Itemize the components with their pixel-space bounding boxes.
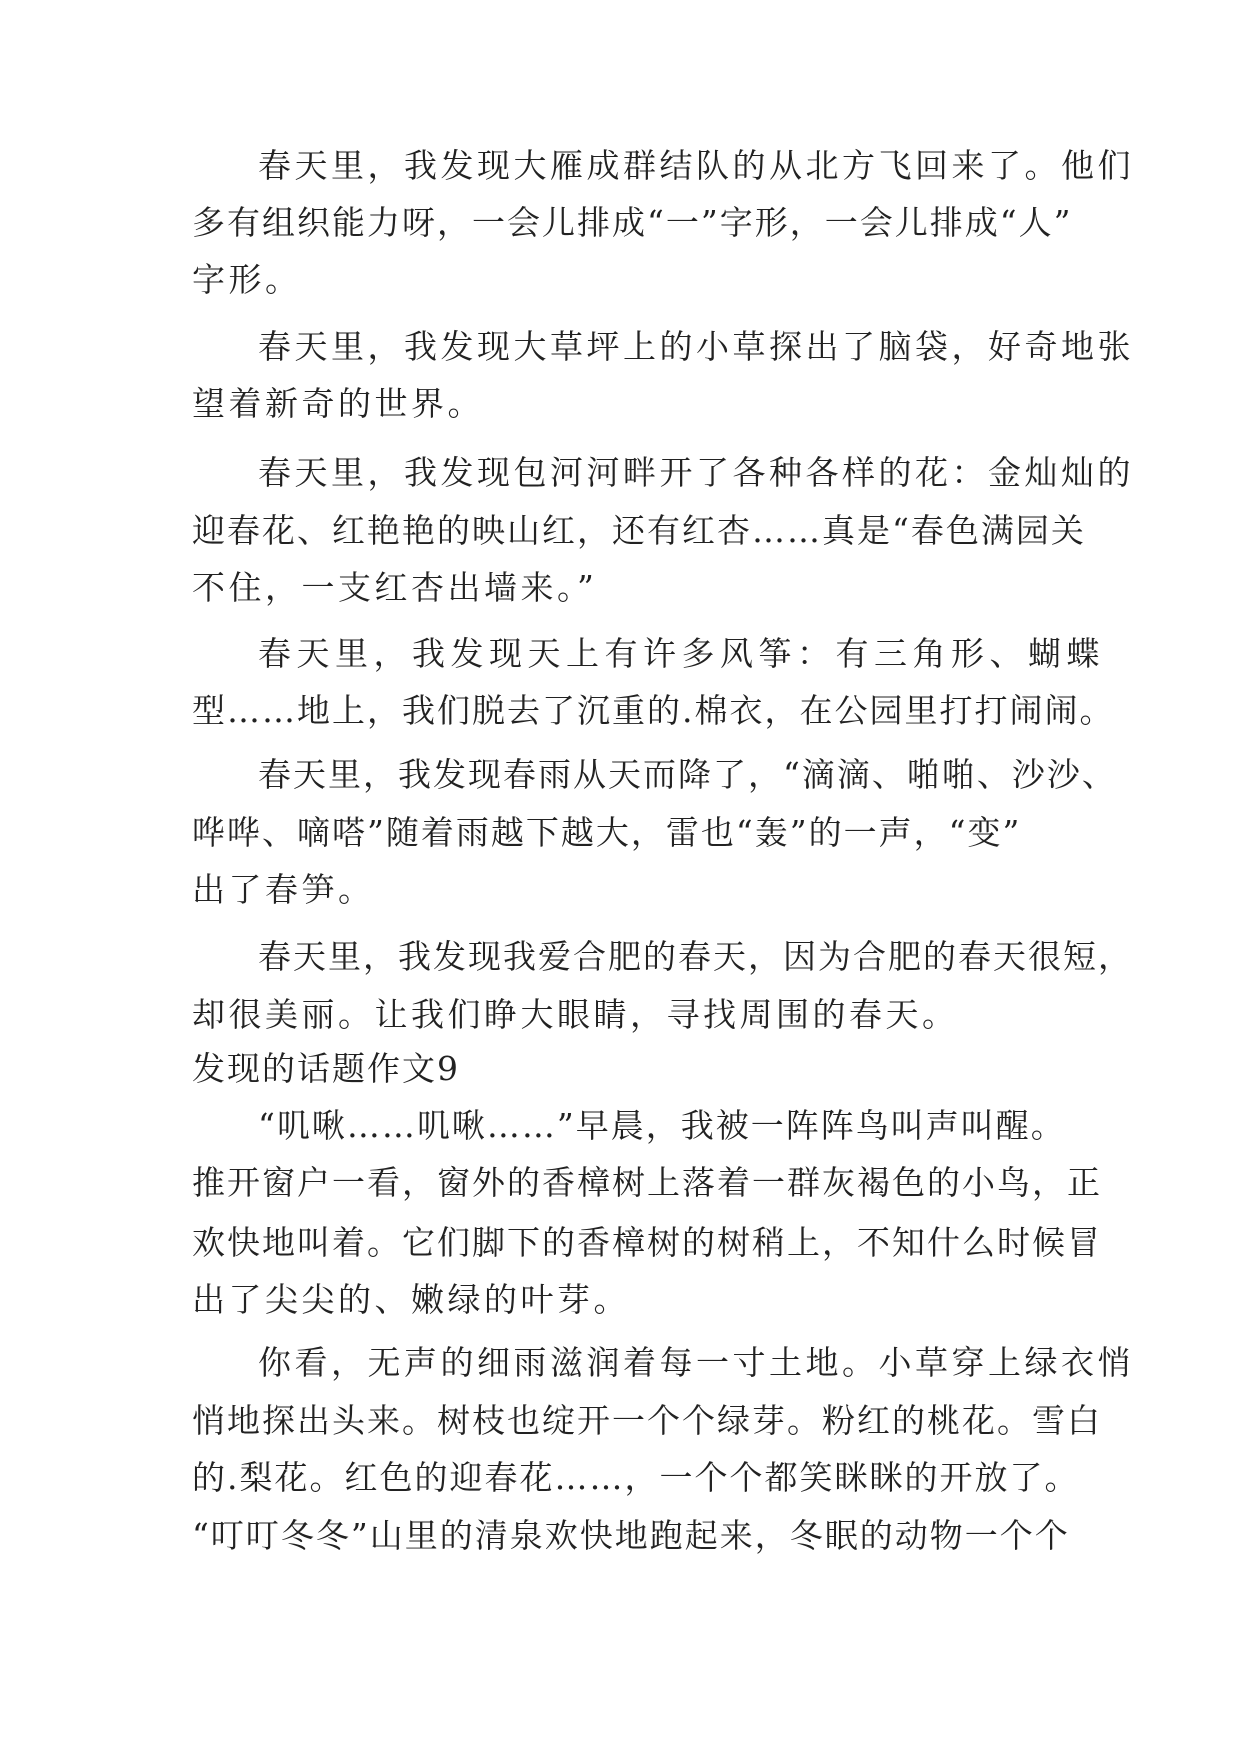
text-line: 哗哗、嘀嗒”随着雨越下越大，雷也“轰”的一声，“变” — [192, 813, 1022, 852]
text-line: 迎春花、红艳艳的映山红，还有红杏……真是“春色满园关 — [192, 511, 1086, 550]
text-line: 悄地探出头来。树枝也绽开一个个绿芽。粉红的桃花。雪白 — [192, 1401, 1102, 1440]
text-line: 却很美丽。让我们睁大眼睛，寻找周围的春天。 — [192, 995, 959, 1034]
text-line: 春天里，我发现春雨从天而降了，“滴滴、啪啪、沙沙、 — [258, 755, 1117, 794]
text-line: 春天里，我发现大草坪上的小草探出了脑袋，好奇地张 — [258, 327, 1134, 366]
text-line: 多有组织能力呀，一会儿排成“一”字形，一会儿排成“人” — [192, 203, 1073, 242]
text-line: 字形。 — [192, 260, 302, 299]
text-line: 望着新奇的世界。 — [192, 384, 484, 423]
text-line: 出了春笋。 — [192, 870, 375, 909]
text-line: 春天里，我发现我爱合肥的春天，因为合肥的春天很短， — [258, 937, 1133, 976]
text-line: 出了尖尖的、嫩绿的叶芽。 — [192, 1280, 630, 1319]
section-heading: 发现的话题作文9 — [192, 1049, 460, 1088]
text-line: 春天里，我发现包河河畔开了各种各样的花：金灿灿的 — [258, 453, 1134, 492]
text-line: “叮叮冬冬”山里的清泉欢快地跑起来，冬眠的动物一个个 — [192, 1516, 1070, 1555]
text-line: 推开窗户一看，窗外的香樟树上落着一群灰褐色的小鸟，正 — [192, 1163, 1102, 1202]
text-line: 春天里，我发现天上有许多风筝：有三角形、蝴蝶 — [258, 634, 1105, 673]
text-line: 不住，一支红杏出墙来。” — [192, 568, 598, 607]
text-line: 春天里，我发现大雁成群结队的从北方飞回来了。他们 — [258, 146, 1134, 185]
text-line: 的.梨花。红色的迎春花……，一个个都笑眯眯的开放了。 — [192, 1458, 1080, 1497]
text-line: 欢快地叫着。它们脚下的香樟树的树稍上，不知什么时候冒 — [192, 1223, 1102, 1262]
text-line: 你看，无声的细雨滋润着每一寸土地。小草穿上绿衣悄 — [258, 1343, 1134, 1382]
text-line: “叽啾……叽啾……”早晨，我被一阵阵鸟叫声叫醒。 — [258, 1106, 1066, 1145]
text-line: 型……地上，我们脱去了沉重的.棉衣，在公园里打打闹闹。 — [192, 691, 1115, 730]
